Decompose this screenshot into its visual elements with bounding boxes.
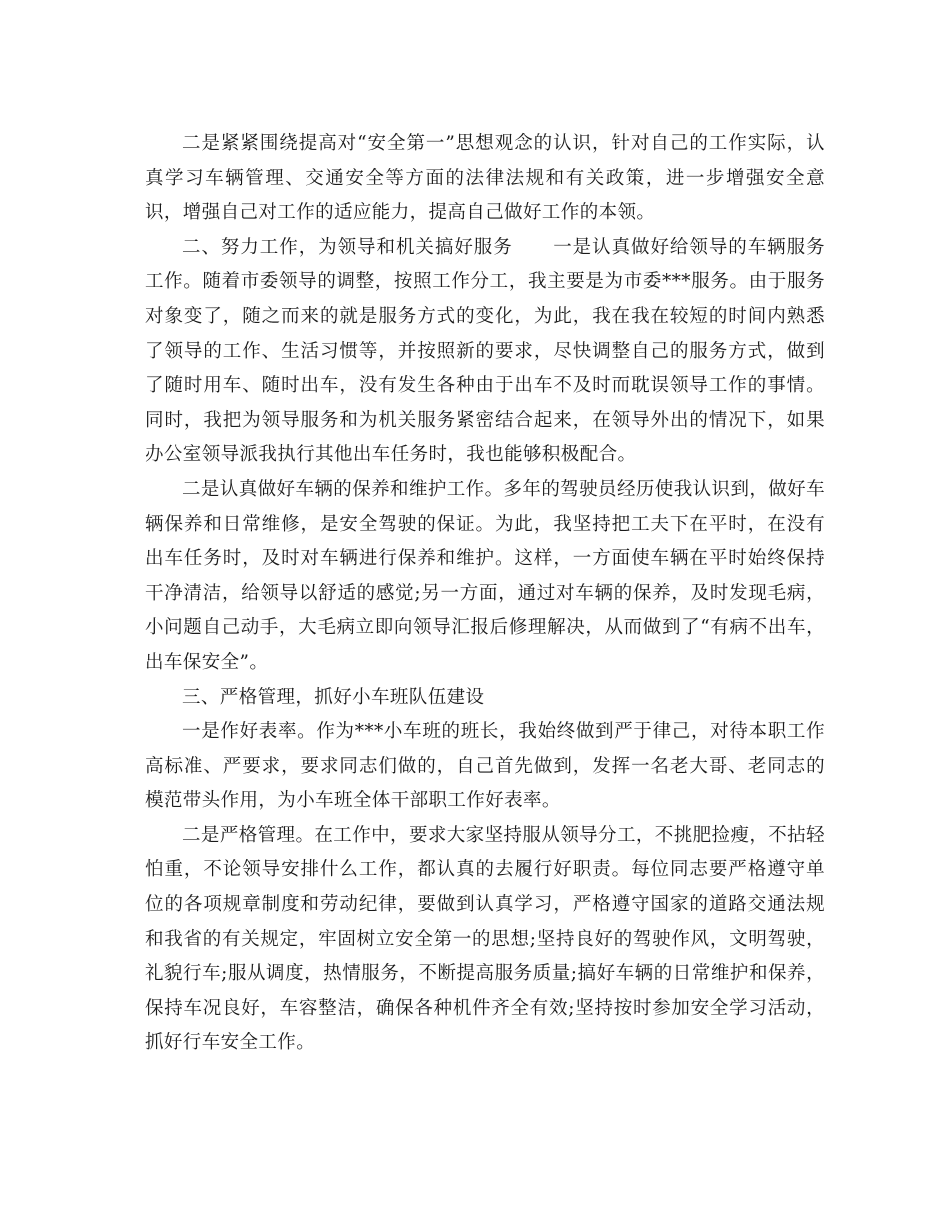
paragraph: [145, 473, 825, 681]
section-heading: [145, 681, 825, 716]
paragraph-text: 二是认真做好车辆的保养和维护工作。多年的驾驶员经历使我认识到，做好车辆保养和日常维修，是安全驾驶的保证。为此，我坚持把工夫下在平时，在没有出车任务时，及时对车辆进行保养和维护。这样，一方面使车辆在平时始终保持干净清洁，给领导以舒适的感觉;另一方面，通过对车辆的保养，及时发现毛病，小问题自己动手，大毛病立即向领导汇报后修理解决，从而做到了“有病不出车，出车保安全”。: [145, 478, 825, 673]
paragraph: [145, 127, 825, 231]
section-heading: 二、努力工作，为领导和机关搞好服务: [182, 236, 513, 258]
paragraph-text: 一是认真做好给领导的车辆服务工作。随着市委领导的调整，按照工作分工，我主要是为市委***服务。由于服务对象变了，随之而来的就是服务方式的变化，为此，我在我在较短的时间内熟悉了领导的工作、生活习惯等，并按照新的要求，尽快调整自己的服务方式，做到了随时用车、随时出车，没有发生各种由于出车不及时而耽误领导工作的事情。同时，我把为领导服务和为机关服务紧密结合起来，在领导外出的情况下，如果办公室领导派我执行其他出车任务时，我也能够积极配合。: [145, 236, 825, 466]
paragraph-text: 二是严格管理。在工作中，要求大家坚持服从领导分工，不挑肥捡瘦，不拈轻怕重，不论领导安排什么工作，都认真的去履行好职责。每位同志要严格遵守单位的各项规章制度和劳动纪律，要做到认真学习，严格遵守国家的道路交通法规和我省的有关规定，牢固树立安全第一的思想;坚持良好的驾驶作风，文明驾驶，礼貌行车;服从调度，热情服务，不断提高服务质量;搞好车辆的日常维护和保养，保持车况良好，车容整洁，确保各种机件齐全有效;坚持按时参加安全学习活动，抓好行车安全工作。: [145, 824, 825, 1054]
paragraph: [145, 231, 825, 473]
paragraph-text: 二是紧紧围绕提高对“安全第一”思想观念的认识，针对自己的工作实际，认真学习车辆管理、交通安全等方面的法律法规和有关政策，进一步增强安全意识，增强自己对工作的适应能力，提高自己做好工作的本领。: [145, 133, 825, 224]
paragraph: [145, 715, 825, 819]
paragraph: [145, 819, 825, 1061]
document-body: [145, 127, 825, 1061]
paragraph-text: 一是作好表率。作为***小车班的班长，我始终做到严于律己，对待本职工作高标准、严要求，要求同志们做的，自己首先做到，发挥一名老大哥、老同志的模范带头作用，为小车班全体干部职工作好表率。: [145, 721, 825, 812]
heading-text: 三、严格管理，抓好小车班队伍建设: [182, 686, 485, 708]
